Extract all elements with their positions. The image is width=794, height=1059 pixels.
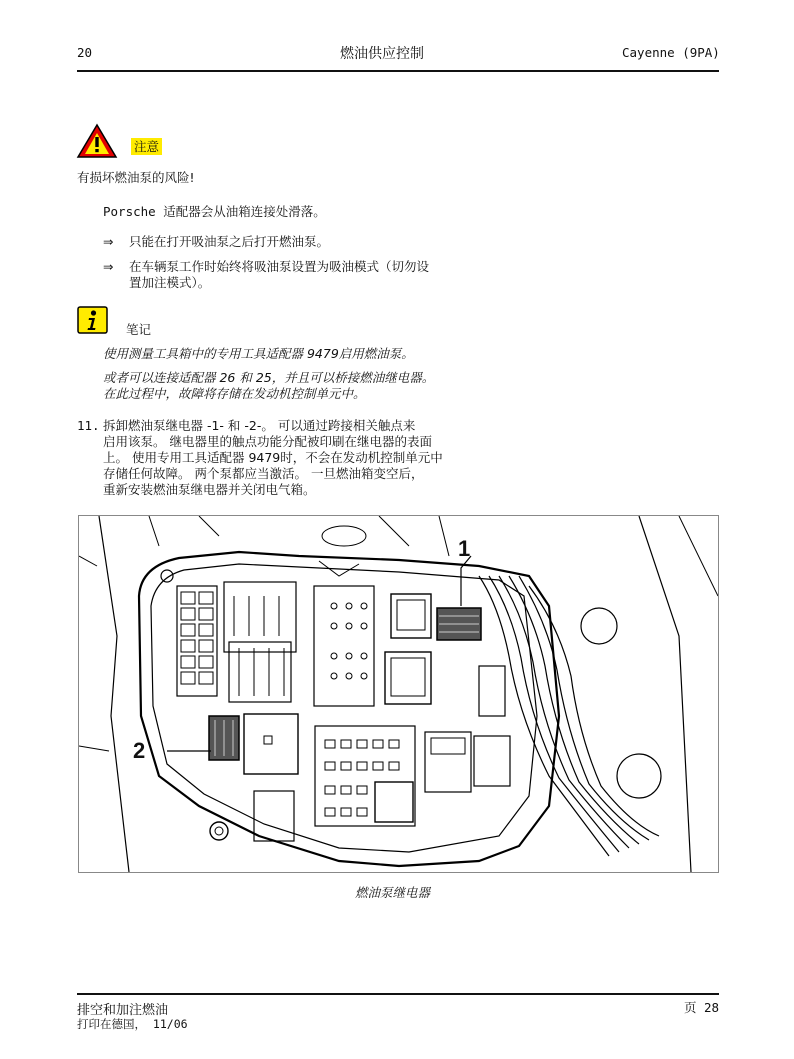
bullet-text: 在车辆泵工作时始终将吸油泵设置为吸油模式（切勿设 bbox=[129, 259, 430, 274]
arrow-right-icon: ⇒ bbox=[103, 234, 114, 249]
step-line-2: 启用该泵。 继电器里的触点功能分配被印刷在继电器的表面 bbox=[103, 434, 432, 449]
step-line-1: 拆卸燃油泵继电器 -1- 和 -2-。 可以通过跨接相关触点来 bbox=[103, 418, 416, 433]
warning-label-box bbox=[131, 136, 162, 155]
footer-printed: 打印在德国， 11/06 bbox=[77, 1017, 188, 1031]
footer-page: 页 28 bbox=[684, 1000, 720, 1015]
fuse-box-illustration bbox=[78, 515, 719, 873]
page-title: 燃油供应控制 bbox=[340, 46, 424, 62]
note-line-1: 使用测量工具箱中的专用工具适配器 9479启用燃油泵。 bbox=[103, 346, 414, 361]
step-line-4: 存储任何故障。 两个泵都应当激活。 一旦燃油箱变空后， bbox=[103, 466, 424, 481]
note-line-3: 在此过程中，故障将存储在发动机控制单元中。 bbox=[103, 386, 366, 401]
warning-bullet-2 bbox=[103, 259, 429, 275]
warning-bullet-1 bbox=[103, 234, 329, 250]
info-icon bbox=[77, 306, 108, 334]
footer-rule bbox=[77, 993, 719, 995]
arrow-right-icon: ⇒ bbox=[103, 259, 114, 274]
warning-label: 注意 bbox=[131, 138, 162, 155]
warning-text: Porsche 适配器会从油箱连接处滑落。 bbox=[103, 204, 326, 219]
footer-section: 排空和加注燃油 bbox=[77, 1003, 169, 1018]
callout-1: 1 bbox=[458, 536, 471, 561]
warning-bullet-2-cont: 置加注模式）。 bbox=[129, 275, 211, 290]
step-line-5: 重新安装燃油泵继电器并关闭电气箱。 bbox=[103, 482, 316, 497]
header-rule bbox=[77, 70, 719, 72]
step-line-3: 上。 使用专用工具适配器 9479时，不会在发动机控制单元中 bbox=[103, 450, 443, 465]
warning-heading: 有损坏燃油泵的风险! bbox=[77, 170, 195, 185]
step-number: 11. bbox=[77, 418, 100, 433]
page-number: 20 bbox=[77, 45, 93, 60]
callout-2: 2 bbox=[133, 738, 146, 763]
note-line-2: 或者可以连接适配器 26 和 25，并且可以桥接燃油继电器。 bbox=[103, 370, 435, 385]
warning-triangle-icon bbox=[76, 123, 118, 159]
figure-caption: 燃油泵继电器 bbox=[355, 885, 431, 900]
model-name: Cayenne (9PA) bbox=[622, 45, 720, 60]
note-label: 笔记 bbox=[126, 322, 152, 337]
bullet-text: 只能在打开吸油泵之后打开燃油泵。 bbox=[129, 234, 330, 249]
